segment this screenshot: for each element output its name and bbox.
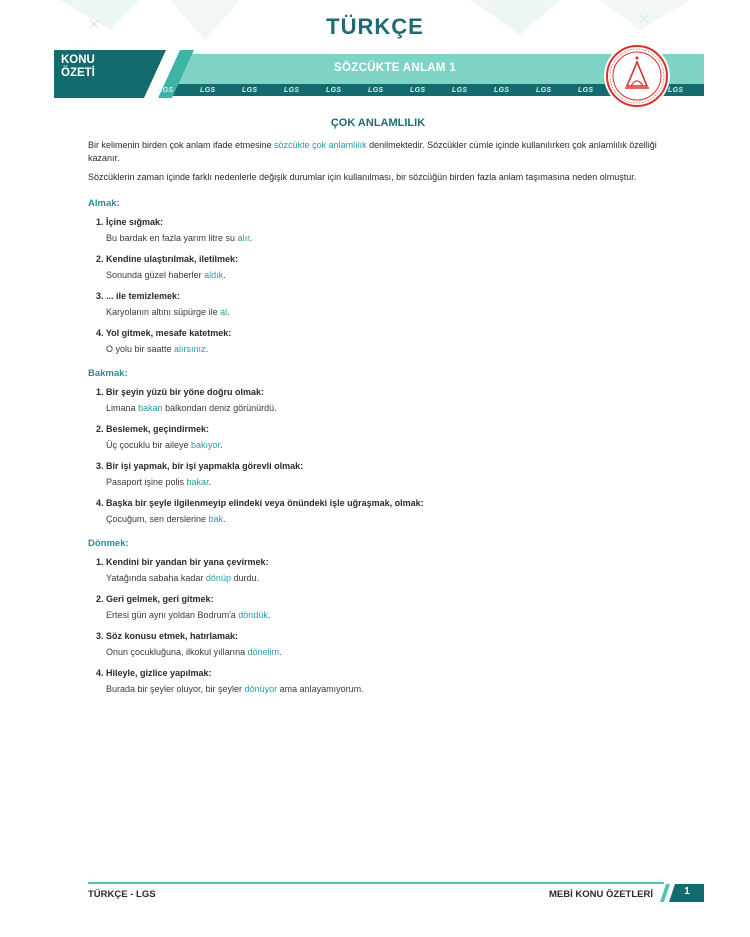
sense-title: 2. Beslemek, geçindirmek: (96, 424, 210, 434)
content-area (88, 113, 668, 705)
page-title: TÜRKÇE (326, 14, 424, 39)
sense-title: 3. Söz konusu etmek, hatırlamak: (96, 631, 239, 641)
intro-paragraph-2: Sözcüklerin zaman içinde farklı nedenlerle değişik durumlar için kullanılması, bir sözcüğün birden fazla anlam taşımasına neden olmuştur. (88, 172, 637, 182)
banner-subtitle: SÖZCÜKTE ANLAM 1 (334, 62, 456, 74)
example-text: O yolu bir saatte (106, 344, 175, 354)
sense-title: 4. Yol gitmek, mesafe katetmek: (96, 328, 232, 338)
example-sentence (106, 684, 668, 694)
example-highlight: bakan (138, 403, 163, 413)
sense-title: 4. Hileyle, gizlice yapılmak: (96, 668, 212, 678)
example-highlight: al (220, 307, 228, 317)
sense-title: 3. ... ile temizlemek: (96, 291, 181, 301)
example-sentence (106, 440, 668, 450)
example-text: Karyolanın altını süpürge ile (106, 307, 221, 317)
example-highlight: bak (208, 514, 224, 524)
sense-item (96, 328, 668, 354)
sense-title: 1. Bir şeyin yüzü bir yöne doğru olmak: (96, 387, 265, 397)
lgs-tag: LGS (284, 87, 300, 94)
lgs-tag: LGS (410, 87, 426, 94)
example-text: . (267, 610, 271, 620)
example-text: durdu. (230, 573, 259, 583)
intro-text: denilmektedir. Sözcükler cümle içinde kullanılırken çok anlamlılık özelliği kazanır. (88, 140, 657, 163)
intro-text: Bir kelimenin birden çok anlam ifade etmesine (88, 140, 275, 150)
ozeti-label: ÖZETİ (61, 67, 95, 79)
lgs-tag: LGS (242, 87, 258, 94)
example-sentence (106, 610, 668, 620)
example-text: Pasaport işine polis (106, 477, 187, 487)
lgs-tag: LGS (536, 87, 552, 94)
example-text: . (227, 307, 230, 317)
example-text: Sonunda güzel haberler (106, 270, 205, 280)
example-text: Yatağında sabaha kadar (106, 573, 206, 583)
example-text: . (220, 440, 223, 450)
intro-highlight: sözcükte çok anlamlılık (274, 140, 367, 150)
example-text: . (223, 514, 226, 524)
intro-paragraph-1 (88, 139, 668, 165)
example-highlight: döndük (238, 610, 268, 620)
lgs-tag: LGS (578, 87, 594, 94)
word-heading: Dönmek: (88, 538, 129, 549)
example-text: Burada bir şeyler oluyor, bir şeyler (106, 684, 245, 694)
example-highlight: alır (237, 233, 250, 243)
sense-title: 1. Kendini bir yandan bir yana çevirmek: (96, 557, 269, 567)
sense-item (96, 668, 668, 694)
sense-item (96, 387, 668, 413)
example-highlight: dönüyor (244, 684, 278, 694)
example-sentence (106, 514, 668, 524)
lgs-tag: LGS (158, 87, 174, 94)
lgs-tag: LGS (452, 87, 468, 94)
footer-right-label: MEBİ KONU ÖZETLERİ (549, 889, 653, 900)
sense-title: 4. Başka bir şeyle ilgilenmeyip elindeki veya önündeki işle uğraşmak, olmak: (96, 498, 424, 508)
section-title: ÇOK ANLAMLILIK (330, 117, 426, 129)
konu-ozeti-label (61, 54, 121, 80)
example-text: Üç çocuklu bir aileye (106, 440, 192, 450)
example-highlight: alırsınız (174, 344, 206, 354)
example-sentence (106, 233, 668, 243)
sense-item (96, 424, 668, 450)
example-text: Limana (106, 403, 139, 413)
lgs-tag: LGS (494, 87, 510, 94)
example-highlight: bakar (186, 477, 209, 487)
sense-title: 3. Bir işi yapmak, bir işi yapmakla görevli olmak: (96, 461, 304, 471)
page-number: 1 (684, 886, 690, 897)
example-text: ama anlayamıyorum. (277, 684, 364, 694)
example-text: . (208, 477, 212, 487)
sense-item (96, 557, 668, 583)
example-sentence (106, 270, 668, 280)
konu-label: KONU (61, 54, 95, 66)
example-text: . (279, 647, 282, 657)
sense-item (96, 498, 668, 524)
footer-divider (88, 882, 664, 884)
sense-item (96, 631, 668, 657)
example-text: Bu bardak en fazla yarım litre su (106, 233, 238, 243)
lgs-tag: LGS (200, 87, 216, 94)
example-sentence (106, 573, 668, 583)
example-text: . (249, 233, 253, 243)
example-highlight: dönüp (205, 573, 231, 583)
example-sentence (106, 344, 668, 354)
lgs-tag: LGS (368, 87, 384, 94)
example-sentence (106, 307, 668, 317)
example-highlight: bakıyor (191, 440, 221, 450)
example-highlight: aldık (204, 270, 224, 280)
example-text: balkondan deniz görünürdü. (162, 403, 277, 413)
example-text: Çocuğum, sen derslerine (106, 514, 209, 524)
sense-item (96, 594, 668, 620)
sense-item (96, 217, 668, 243)
footer-left-label: TÜRKÇE - LGS (88, 889, 156, 900)
example-text: . (223, 270, 226, 280)
example-text: Ertesi gün aynı yoldan Bodrum'a (106, 610, 239, 620)
example-sentence (106, 403, 668, 413)
lgs-tag: LGS (668, 87, 684, 94)
sense-item (96, 291, 668, 317)
example-sentence (106, 647, 668, 657)
example-sentence (106, 477, 668, 487)
example-text: Onun çocukluğuna, ilkokul yıllarına (106, 647, 248, 657)
sense-title: 1. İçine sığmak: (96, 217, 164, 227)
ministry-seal-icon (603, 42, 671, 110)
example-highlight: dönelim (247, 647, 280, 657)
word-heading: Almak: (88, 198, 120, 209)
sense-item (96, 254, 668, 280)
sense-item (96, 461, 668, 487)
lgs-tag: LGS (326, 87, 342, 94)
example-text: . (205, 344, 209, 354)
sense-title: 2. Kendine ulaştırılmak, iletilmek: (96, 254, 239, 264)
sense-title: 2. Geri gelmek, geri gitmek: (96, 594, 214, 604)
word-heading: Bakmak: (88, 368, 128, 379)
